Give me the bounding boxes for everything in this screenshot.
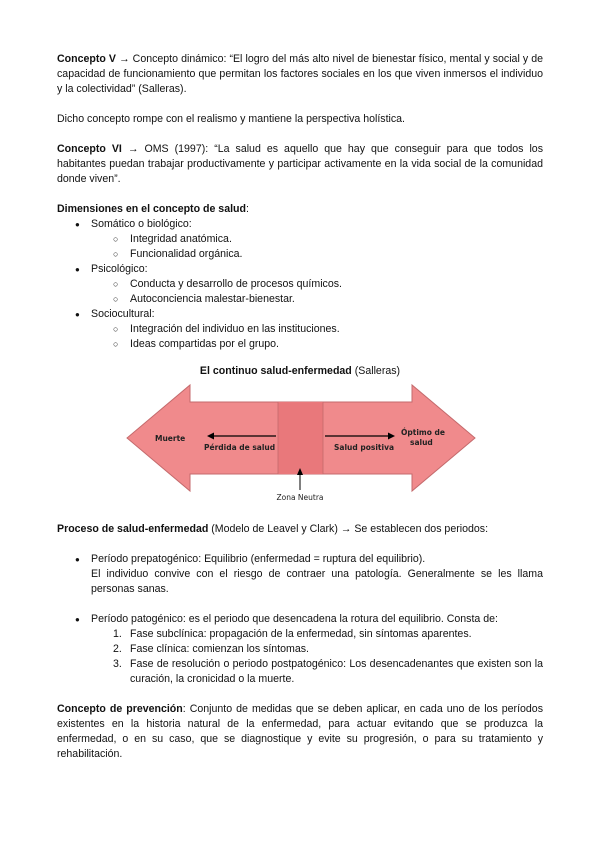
list-subitem: 2. Fase clínica: comienzan los síntomas. xyxy=(113,643,309,655)
optimo-label-1: Óptimo de xyxy=(401,428,445,437)
muerte-label: Muerte xyxy=(155,434,186,443)
list-item: ● Psicológico: xyxy=(57,262,543,277)
list-item: ● Sociocultural: xyxy=(57,307,543,322)
list-subitem: ○ Autoconciencia malestar-bienestar. xyxy=(57,292,543,307)
neutral-zone-band xyxy=(278,402,323,474)
list-item: ● Período prepatogénico: Equilibrio (enfermedad = ruptura del equilibrio). El individuo convive con el riesgo de contraer una patología. Generalmente se les llama personas sanas. xyxy=(57,552,543,597)
periodos-list-2 xyxy=(57,612,543,627)
prevencion-paragraph: Concepto de prevención: Conjunto de medidas que se deben aplicar, en cada uno de los períodos existentes en la historia natural de la enfermedad, para actuar evitando que se produzca la enfermedad, o en su caso, que se diagnostique y evite su progresión, o para su tratamiento y rehabilitación. xyxy=(57,703,543,760)
rompe-paragraph: Dicho concepto rompe con el realismo y mantiene la perspectiva holística. xyxy=(57,113,406,125)
list-item: ● Somático o biológico: xyxy=(57,217,543,232)
concepto-v-label: Concepto V xyxy=(57,53,116,65)
concepto-vi-label: Concepto VI xyxy=(57,143,122,155)
dimensiones-heading: Dimensiones en el concepto de salud: xyxy=(57,203,249,215)
concepto-v-text: → Concepto dinámico: “El logro del más alto nivel de bienestar físico, mental y social y de capacidad de funcionamiento que permitan los factores sociales en los que viven inmersos el individuo y la colectividad” (Salleras). xyxy=(57,53,543,95)
zona-neutra-label: Zona Neutra xyxy=(276,493,324,502)
list-subitem: 3. Fase de resolución o periodo postpatogénico: Los desencadenantes que existen son la curación, la cronicidad o la muerte. xyxy=(113,658,543,685)
list-subitem: ○ Integración del individuo en las instituciones. xyxy=(57,322,543,337)
periodos-list xyxy=(57,552,543,597)
list-subitem: ○ Ideas compartidas por el grupo. xyxy=(57,337,543,352)
list-subitem: ○ Integridad anatómica. xyxy=(57,232,543,247)
list-subitem: 1. Fase subclínica: propagación de la enfermedad, sin síntomas aparentes. xyxy=(113,628,472,640)
diagram-title: El continuo salud-enfermedad (Salleras) xyxy=(199,365,401,377)
optimo-label-2: salud xyxy=(410,438,433,447)
concepto-vi-text: → OMS (1997): “La salud es aquello que hay que conseguir para que todos los habitantes puedan trabajar productivamente y participar activamente en la vida social de la comunidad donde viven”. xyxy=(57,143,543,185)
proceso-paragraph: Proceso de salud-enfermedad (Modelo de Leavel y Clark) → Se establecen dos periodos: xyxy=(57,523,489,535)
document-page-lower xyxy=(57,522,543,762)
salud-positiva-label: Salud positiva xyxy=(334,443,395,452)
perdida-salud-label: Pérdida de salud xyxy=(204,443,276,452)
list-item: ● Período patogénico: es el periodo que desencadena la rotura del equilibrio. Consta de: xyxy=(57,612,543,627)
list-subitem: ○ Funcionalidad orgánica. xyxy=(57,247,543,262)
list-subitem: ○ Conducta y desarrollo de procesos químicos. xyxy=(57,277,543,292)
fases-list xyxy=(57,627,543,687)
